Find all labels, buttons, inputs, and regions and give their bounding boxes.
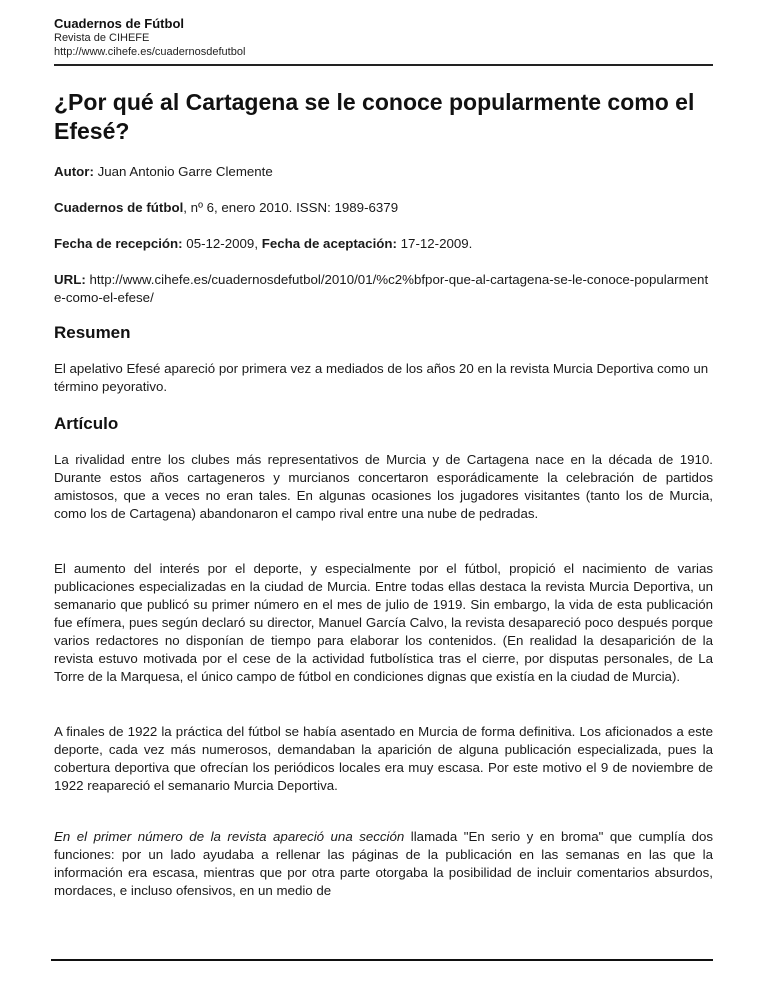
author-name: Juan Antonio Garre Clemente [97, 164, 273, 179]
dates-line: Fecha de recepción: 05-12-2009, Fecha de aceptación: 17-12-2009. [54, 236, 473, 251]
article-url[interactable]: http://www.cihefe.es/cuadernosdefutbol/2010/01/%c2%bfpor-que-al-cartagena-se-le-conoce-popularmente-como-el-efese/ [54, 272, 709, 305]
author-label: Autor: [54, 164, 94, 179]
journal-name: Cuadernos de Fútbol [54, 16, 184, 31]
citation-journal: Cuadernos de fútbol [54, 200, 184, 215]
url-line [54, 271, 713, 307]
url-label: URL: [54, 272, 86, 287]
author-line [54, 163, 713, 181]
footer-divider [51, 959, 713, 961]
summary-heading: Resumen [54, 323, 131, 342]
journal-subtitle: Revista de CIHEFE [54, 32, 150, 44]
journal-url[interactable]: http://www.cihefe.es/cuadernosdefutbol [54, 46, 246, 58]
header-divider [54, 64, 713, 66]
article-paragraph: La rivalidad entre los clubes más representativos de Murcia y de Cartagena nace en la década de 1910. Durante estos años cartageneros y murcianos concertaron esporádicamente la celebración de partidos amistosos, que a veces no eran tales. En algunas ocasiones los jugadores visitantes (tanto los de Murcia, como los de Cartagena) abandonaron el campo rival entre una nube de pedradas. [54, 452, 713, 521]
italic-phrase: En el primer número de la revista apareció una sección [54, 829, 405, 844]
article-paragraph [54, 828, 713, 900]
citation-line [54, 199, 713, 217]
received-date: 05-12-2009 [186, 236, 255, 251]
article-paragraph: El aumento del interés por el deporte, y especialmente por el fútbol, propició el nacimiento de varias publicaciones especializadas en la ciudad de Murcia. Entre todas ellas destaca la revista Murcia Deportiva, un semanario que publicó su primer número en el mes de julio de 1919. Sin embargo, la vida de esta publicación fue efímera, pues según declaró su director, Manuel García Calvo, la revista desapareció poco después porque varios redactores no disponían de tiempo para elaborar los contenidos. (En realidad la desaparición de la revista estuvo motivada por el cese de la actividad futbolística tras el cierre, por disputas personales, de La Torre de la Marquesa, el único campo de fútbol en condiciones dignas que existía en la ciudad de Murcia). [54, 561, 713, 684]
citation-details: , nº 6, enero 2010. ISSN: 1989-6379 [183, 200, 399, 215]
article-heading: Artículo [54, 414, 119, 433]
article-paragraph: A finales de 1922 la práctica del fútbol se había asentado en Murcia de forma definitiva. Los aficionados a este deporte, cada vez más numerosos, demandaban la aparición de alguna publicación especializada, pues la cobertura deportiva que ofrecían los periódicos locales era muy escasa. Por este motivo el 9 de noviembre de 1922 reapareció el semanario Murcia Deportiva. [54, 724, 713, 793]
received-label: Fecha de recepción: [54, 236, 183, 251]
accepted-label: Fecha de aceptación: [261, 236, 397, 251]
paragraph-text: llamada "En serio y en broma" que cumplía dos funciones: por un lado ayudaba a rellenar las páginas de la publicación en las semanas en las que la información era escasa, mientras que por otra parte otorgaba la posibilidad de incluir comentarios absurdos, mordaces, e incluso ofensivos, en un medio de [54, 829, 714, 898]
summary-text: El apelativo Efesé apareció por primera vez a mediados de los años 20 en la revista Murcia Deportiva como un término peyorativo. [54, 361, 709, 394]
page-header [54, 16, 713, 59]
accepted-date: 17-12-2009. [400, 236, 473, 251]
article-title: ¿Por qué al Cartagena se le conoce popularmente como el Efesé? [54, 89, 695, 144]
